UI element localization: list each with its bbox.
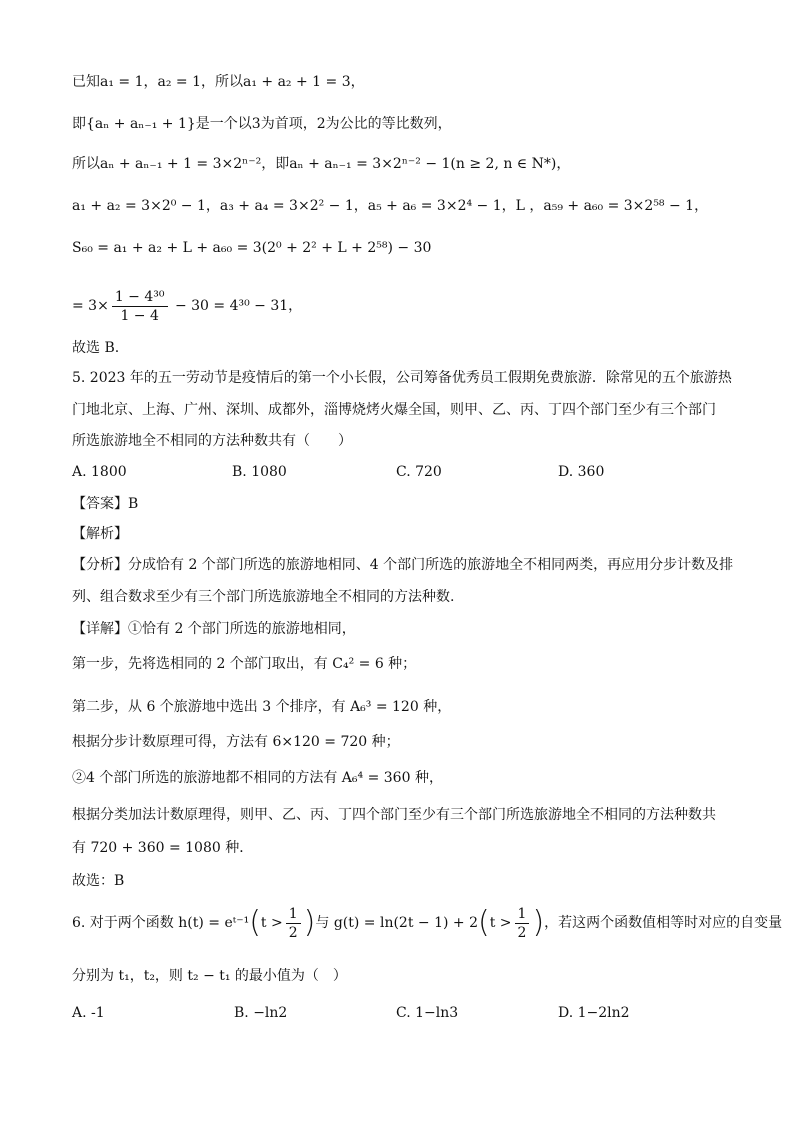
question-5-line: 5. 2023 年的五一劳动节是疫情后的第一个小长假，公司筹备优秀员工假期免费旅游．除常见的五个旅游热 <box>72 370 732 386</box>
text-span: − 30 = 4³⁰ − 31， <box>170 298 303 314</box>
option-c: C. 1−ln3 <box>396 1005 459 1021</box>
left-paren: ( <box>249 905 261 940</box>
fraction <box>286 905 301 942</box>
option-b: B. 1080 <box>232 464 287 480</box>
fraction-numerator: 1 − 4³⁰ <box>112 288 168 307</box>
text-span: t > <box>260 915 283 931</box>
text-line: 根据分类加法计数原理得，则甲、乙、丙、丁四个部门至少有三个部门所选旅游地全不相同的方法种数共 <box>72 807 716 823</box>
option-d: D. 1−2ln2 <box>558 1005 630 1021</box>
right-paren: ) <box>303 905 316 940</box>
left-paren: ( <box>478 905 490 940</box>
text-line: 有 720 + 360 = 1080 种． <box>72 840 254 856</box>
option-a: A. -1 <box>72 1005 105 1021</box>
text-span: 与 g(t) = ln(2t − 1) + 2 <box>315 915 478 931</box>
fraction-line <box>72 286 724 326</box>
question-5-options <box>72 462 722 482</box>
text-line: S₆₀ = a₁ + a₂ + L + a₆₀ = 3(2⁰ + 2² + L + 2⁵⁸) − 30 <box>72 240 432 256</box>
text-line: 根据分步计数原理可得，方法有 6×120 = 720 种； <box>72 734 400 750</box>
text-line: 所以aₙ + aₙ₋₁ + 1 = 3×2ⁿ⁻²，即aₙ + aₙ₋₁ = 3×2ⁿ⁻² − 1(n ≥ 2, n ∈ N*)， <box>72 156 571 172</box>
question-6-options <box>72 1003 722 1023</box>
analysis-label: 【解析】 <box>72 526 128 542</box>
text-line: 已知a₁ = 1，a₂ = 1，所以a₁ + a₂ + 1 = 3， <box>72 74 365 90</box>
option-a: A. 1800 <box>72 464 127 480</box>
question-6-line <box>72 898 783 948</box>
text-line: 故选 B. <box>72 340 120 356</box>
fraction-denominator: 2 <box>288 924 298 941</box>
answer-label: 【答案】B <box>72 496 139 512</box>
text-line: 列、组合数求至少有三个部门所选旅游地全不相同的方法种数. <box>72 589 455 605</box>
option-b: B. −ln2 <box>234 1005 288 1021</box>
text-line: ②4 个部门所选的旅游地都不相同的方法有 A₆⁴ = 360 种， <box>72 770 443 786</box>
option-d: D. 360 <box>558 464 605 480</box>
question-5-line: 门地北京、上海、广州、深圳、成都外，淄博烧烤火爆全国，则甲、乙、丙、丁四个部门至少有三个部门 <box>72 402 716 418</box>
right-paren: ) <box>532 905 545 940</box>
text-line: 第二步，从 6 个旅游地中选出 3 个排序，有 A₆³ = 120 种， <box>72 699 452 715</box>
fraction <box>515 905 530 942</box>
text-span: t > <box>489 915 512 931</box>
text-line: 故选：B <box>72 873 125 889</box>
text-line: 【详解】①恰有 2 个部门所选的旅游地相同， <box>72 621 356 637</box>
question-5-line: 所选旅游地全不相同的方法种数共有（ ） <box>72 433 352 449</box>
fraction-denominator: 1 − 4 <box>120 307 159 324</box>
text-span: ，若这两个函数值相等时对应的自变量 <box>544 915 783 931</box>
fraction-denominator: 2 <box>517 924 527 941</box>
text-line: 即{aₙ + aₙ₋₁ + 1}是一个以3为首项，2为公比的等比数列， <box>72 116 452 132</box>
text-span: = 3× <box>72 298 109 314</box>
text-span: 6. 对于两个函数 h(t) = eᵗ⁻¹ <box>72 915 250 931</box>
option-c: C. 720 <box>396 464 442 480</box>
fraction <box>112 288 168 325</box>
text-line: a₁ + a₂ = 3×2⁰ − 1，a₃ + a₄ = 3×2² − 1，a₅ + a₆ = 3×2⁴ − 1，L ，a₅₉ + a₆₀ = 3×2⁵⁸ − 1， <box>72 198 709 214</box>
text-line: 【分析】分成恰有 2 个部门所选的旅游地相同、4 个部门所选的旅游地全不相同两类，再应用分步计数及排 <box>72 557 734 573</box>
question-6-line: 分别为 t₁，t₂，则 t₂ − t₁ 的最小值为（ ） <box>72 968 347 984</box>
fraction-numerator: 1 <box>286 905 301 924</box>
fraction-numerator: 1 <box>515 905 530 924</box>
text-line: 第一步，先将选相同的 2 个部门取出，有 C₄² = 6 种； <box>72 656 417 672</box>
